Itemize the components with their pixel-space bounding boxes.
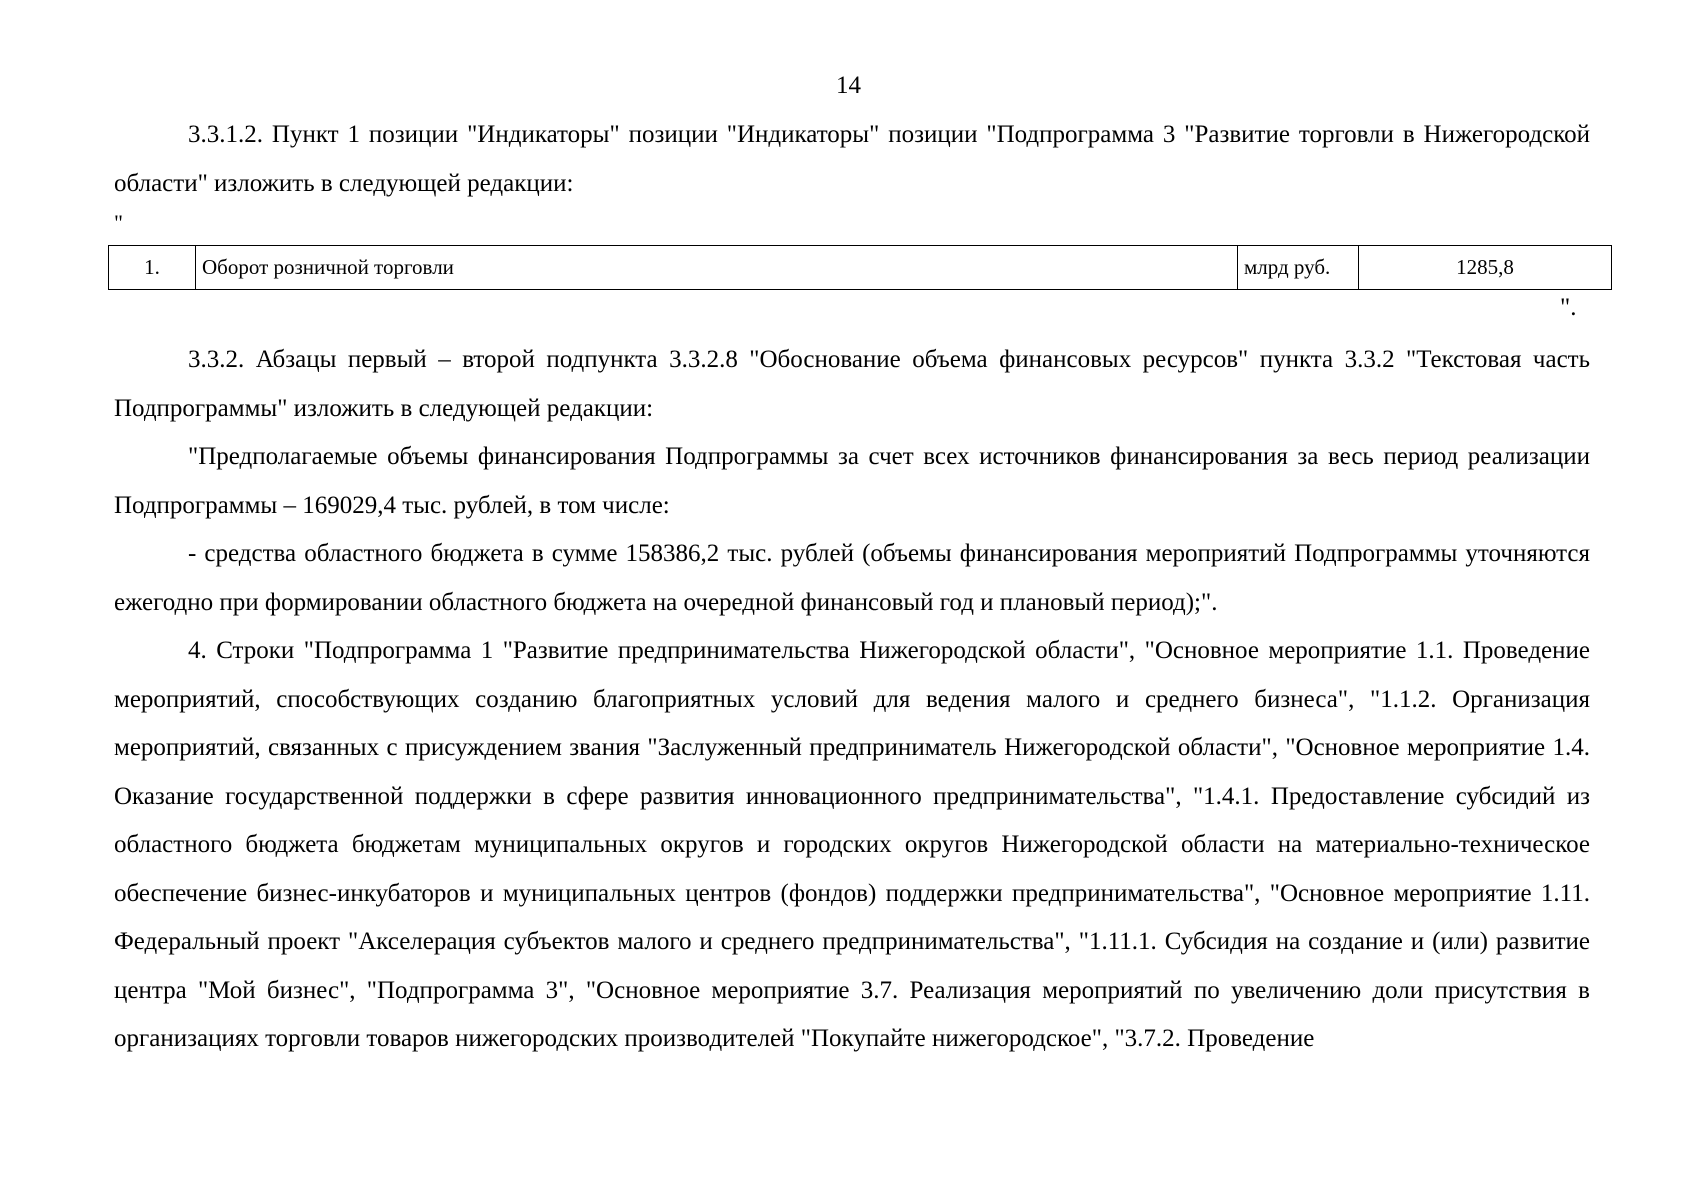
row-number-cell: 1. bbox=[109, 246, 196, 290]
indicator-table bbox=[108, 245, 1612, 290]
table-row bbox=[109, 246, 1612, 290]
value-cell: 1285,8 bbox=[1359, 246, 1612, 290]
body-text bbox=[114, 336, 1590, 1064]
section-3-3-1-2 bbox=[114, 111, 1590, 242]
indicator-name-cell: Оборот розничной торговли bbox=[196, 246, 1238, 290]
paragraph-regional-budget: - средства областного бюджета в сумме 158386,2 тыс. рублей (объемы финансирования мероприятий Подпрограммы уточняются ежегодно при формировании областного бюджета на очередной финансовый год и плановый период);". bbox=[114, 540, 1590, 616]
closing-quote: ". bbox=[1560, 294, 1577, 321]
paragraph-4-lines: 4. Строки "Подпрограмма 1 "Развитие предпринимательства Нижегородской области", "Основное мероприятие 1.1. Проведение мероприятий, способствующих созданию благоприятных условий для ведения малого и среднего бизнеса", "1.1.2. Организация мероприятий, связанных с присуждением звания "Заслуженный предприниматель Нижегородской области", "Основное мероприятие 1.4. Оказание государственной поддержки в сфере развития инновационного предпринимательства", "1.4.1. Предоставление субсидий из областного бюджета бюджетам муниципальных округов и городских округов Нижегородской области на материально-техническое обеспечение бизнес-инкубаторов и муниципальных центров (фондов) поддержки предпринимательства", "Основное мероприятие 1.11. Федеральный проект "Акселерация субъектов малого и среднего предпринимательства", "1.11.1. Субсидия на создание и (или) развитие центра "Мой бизнес", "Подпрограмма 3", "Основное мероприятие 3.7. Реализация мероприятий по увеличению доли присутствия в организациях торговли товаров нижегородских производителей "Покупайте нижегородское", "3.7.2. Проведение bbox=[114, 637, 1590, 1052]
paragraph-3-3-2: 3.3.2. Абзацы первый – второй подпункта 3.3.2.8 "Обоснование объема финансовых ресурсов" пункта 3.3.2 "Текстовая часть Подпрограммы" изложить в следующей редакции: bbox=[114, 346, 1590, 422]
paragraph-3-3-1-2: 3.3.1.2. Пункт 1 позиции "Индикаторы" позиции "Индикаторы" позиции "Подпрограмма 3 "Развитие торговли в Нижегородской области" изложить в следующей редакции: bbox=[114, 121, 1590, 197]
page-number: 14 bbox=[836, 72, 861, 99]
unit-cell: млрд руб. bbox=[1238, 246, 1359, 290]
paragraph-financing-total: "Предполагаемые объемы финансирования Подпрограммы за счет всех источников финансирования за весь период реализации Подпрограммы – 169029,4 тыс. рублей, в том числе: bbox=[114, 443, 1590, 519]
opening-quote: " bbox=[114, 210, 123, 235]
